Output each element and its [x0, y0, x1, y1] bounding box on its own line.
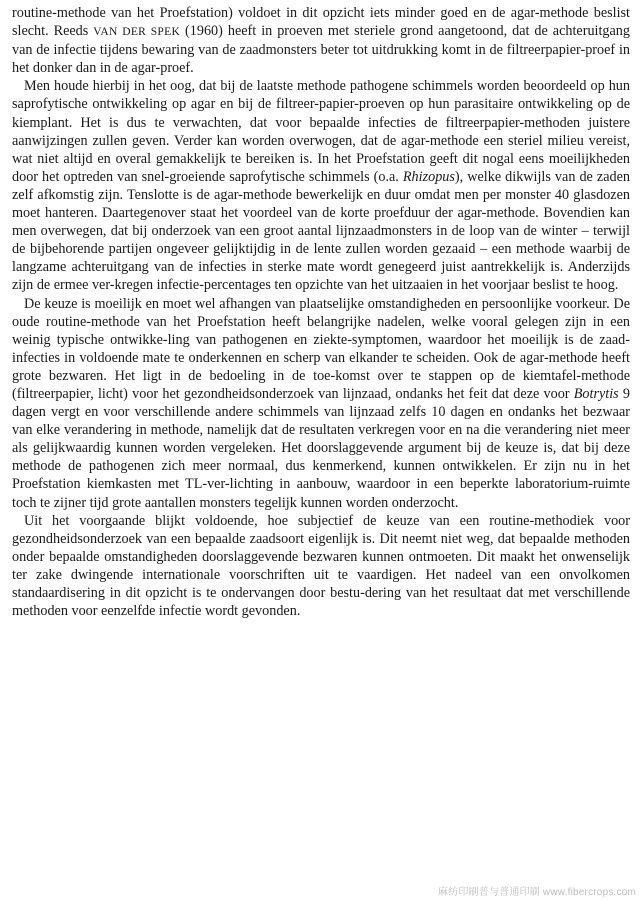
species-name-botrytis: Botrytis	[573, 385, 619, 402]
paragraph-1	[12, 4, 630, 77]
paragraph-1-text-a: routine-methode van het Proefstation) voldoet in dit opzicht iets minder goed en de agar-methode beslist slecht. Reeds	[12, 5, 630, 40]
paragraph-3-text-b: 9 dagen vergt en voor verschillende andere schimmels van lijnzaad zelfs 10 dagen en ondanks het bezwaar van elke verandering in methode, namelijk dat de resultaten verkregen voor en na die verandering niet meer als gelijkwaardig kunnen worden vergeleken. Het doorslaggevende argument bij de keuze is, dat bij deze methode de pathogenen zich meer normaal, dus kenmerkend, kunnen ontwikkelen. Er zijn nu in het Proefstation kiemkasten met TL-ver-lichting in aanbouw, waardoor in een beperkte laboratorium-ruimte toch te zijner tijd grote aantallen monsters tegelijk kunnen worden onderzocht.	[12, 385, 631, 511]
paragraph-2	[12, 77, 630, 294]
paragraph-3	[12, 295, 630, 512]
document-body	[12, 4, 630, 620]
paragraph-2-text-b: ), welke dikwijls van de zaden zelf afkomstig zijn. Tenslotte is de agar-methode bewerkelijk en duur omdat men per monster 40 glasdozen moet hanteren. Daartegenover staat het voordeel van de korte proefduur der agar-methode. Bovendien kan men overwegen, dat bij onderzoek van een groot aantal lijnzaadmonsters in de loop van de winter – terwijl de bijbehorende partijen ongeveer gelijktijdig in de lente zullen worden gezaaid – een methode waarbij de langzame achteruitgang van de infecties in sterke mate wordt genegeerd juist aantrekkelijk is. Anderzijds zijn de ermee ver-kregen infectie-percentages ten opzichte van het uitzaaien in het voorjaar beslist te hoog.	[12, 168, 630, 294]
paragraph-3-text-a: De keuze is moeilijk en moet wel afhangen van plaatselijke omstandigheden en persoonlijke voorkeur. De oude routine-methode van het Proefstation heeft belangrijke nadelen, welke vooral gelegen zijn in een weinig typische ontwikke-ling van pathogenen en ziekte-symptomen, waardoor het moeilijk is de zaad-infecties in voldoende mate te onderkennen en scherp van elkander te scheiden. Ook de agar-methode heeft grote bezwaren. Het ligt in de bedoeling in de toe-komst over te stappen op de kiemtafel-methode (filtreerpapier, licht) voor het gezondheidsonderzoek van lijnzaad, ondanks het feit dat deze voor	[12, 295, 630, 402]
author-name-smallcaps: VAN DER SPEK	[93, 26, 181, 39]
paragraph-4	[12, 512, 630, 621]
watermark: 麻纺印刷普与普通印刷 www.fibercrops.com	[437, 887, 636, 898]
paragraph-4-text: Uit het voorgaande blijkt voldoende, hoe subjectief de keuze van een routine-methodiek voor gezondheidsonderzoek van een bepaalde zaadsoort eigenlijk is. Dit neemt niet weg, dat bepaalde methoden onder bepaalde omstandigheden doorslaggevende bezwaren kunnen ontmoeten. Dit maakt het onwenselijk ter zake dwingende internationale voorschriften uit te vaardigen. Het nadeel van een onvolkomen standaardisering in dit opzicht is te ondervangen door bestu-dering van het resultaat dat met verschillende methoden voor eenzelfde infectie wordt gevonden.	[12, 512, 630, 620]
paragraph-1-text-b: (1960) heeft in proeven met steriele grond aangetoond, dat de achteruitgang van de infectie tijdens bewaring van de zaadmonsters beter tot uitdrukking komt in de filtreerpapier-proef in het donker dan in de agar-proef.	[12, 23, 630, 77]
species-name-rhizopus: Rhizopus	[402, 168, 455, 185]
paragraph-2-text-a: Men houde hierbij in het oog, dat bij de laatste methode pathogene schimmels worden beoordeeld op hun saprofytische ontwikkeling op agar en bij de filtreer-papier-proeven op hun parasitaire ontwikkeling op de kiemplant. Het is dus te verwachten, dat voor bepaalde infecties de filtreerpapier-methoden juistere aanwijzingen zullen geven. Verder kan worden overwogen, dat de agar-methode een steriel milieu vereist, wat niet altijd en overal gemakkelijk te bereiken is. In het Proefstation geeft dit nogal eens moeilijkheden door het optreden van snel-groeiende saprofytische schimmels (o.a.	[12, 78, 630, 185]
